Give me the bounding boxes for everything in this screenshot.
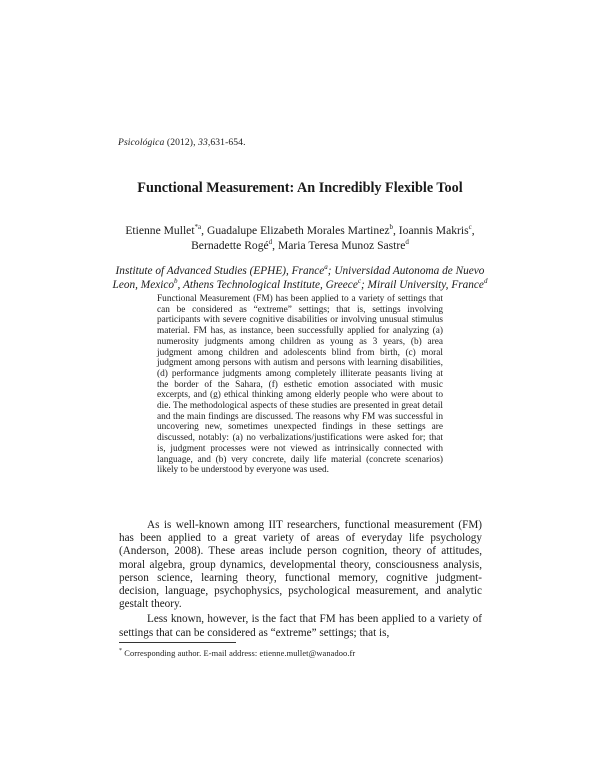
- affiliation-marker: d: [483, 277, 488, 286]
- author-list: Etienne Mullet$^{*a}$, Guadalupe Elizabeth Morales Martinez$^b$, Ioannis Makris$^c$, Bernadette Rogé$^d$, Maria Teresa Munoz Sastre$^d$: [125, 223, 475, 252]
- journal-name: Psicológica: [118, 137, 165, 148]
- affiliation-marker: c: [357, 277, 361, 286]
- footnote-text: Corresponding author. E-mail address: etienne.mullet@wanadoo.fr: [122, 648, 356, 658]
- body-text: [119, 519, 482, 640]
- footnote: [119, 648, 355, 658]
- author-affil-marker: *a: [194, 223, 202, 232]
- author-affil-marker: c: [468, 223, 472, 232]
- affiliation: ; Mirail University, France: [360, 279, 484, 291]
- author-affil-marker: b: [389, 223, 393, 232]
- affiliation-marker: a: [324, 263, 328, 272]
- author-name: Maria Teresa Munoz Sastre: [277, 239, 406, 252]
- footnote-marker: *: [119, 648, 123, 654]
- author-affil-marker: d: [405, 238, 409, 247]
- affiliations: [110, 264, 490, 292]
- author-name: Ioannis Makris: [398, 224, 469, 237]
- affiliation: Institute of Advanced Studies (EPHE), France: [115, 265, 325, 277]
- author-affil-marker: d: [268, 238, 273, 247]
- footnote-divider: [119, 642, 236, 643]
- body-paragraph: As is well-known among IIT researchers, functional measurement (FM) has been applied to a great variety of areas of everyday life psychology (Anderson, 2008). These areas include person cognition, theory of attitudes, moral algebra, group dynamics, developmental theory, consciousness analysis, person science, learning theory, functional memory, cognitive judgment-decision, language, psychophysics, psychological measurement, and analytic gestalt theory.: [119, 519, 482, 611]
- author-name: Bernadette Rogé: [191, 239, 269, 252]
- paper-title: Functional Measurement: An Incredibly Flexible Tool: [137, 180, 463, 196]
- affiliation: , Athens Technological Institute, Greece: [177, 279, 358, 291]
- author-name: Etienne Mullet: [125, 224, 195, 237]
- affiliation-marker: b: [174, 277, 178, 286]
- body-paragraph: Less known, however, is the fact that FM has been applied to a variety of settings that can be considered as “extreme” settings; that is,: [119, 613, 482, 639]
- journal-year: (2012),: [166, 137, 196, 148]
- journal-volume: 33: [198, 137, 208, 148]
- journal-reference: [118, 137, 246, 148]
- abstract: Functional Measurement (FM) has been applied to a variety of settings that can be considered as “extreme” settings; that is, settings involving participants with severe cognitive disabilities or involving unusual stimulus material. FM has, as instance, been successfully applied for analyzing (a) numerosity judgments among children as young as 3 years, (b) area judgment among children and adolescents blind from birth, (c) moral judgment among persons with autism and persons with learning disabilities, (d) performance judgments among completely illiterate peasants living at the border of the Sahara, (f) esthetic emotion associated with music excerpts, and (g) ethical thinking among elderly people who were about to die. The methodological aspects of these studies are presented in great detail and the main findings are discussed. The reasons why FM was successful in uncovering new, sometimes unexpected findings in these settings are discussed, notably: (a) no verbalizations/justifications were asked for; that is, judgment processes were not viewed as intrinsically connected with language, and (b) very concrete, daily life material (concrete scenarios) likely to be understood by everyone was used.: [157, 294, 443, 476]
- affiliation: ; Universidad Autonoma de Nuevo Leon, Mexico: [112, 265, 485, 291]
- journal-pages: ,631-654.: [207, 137, 246, 148]
- author-name: Guadalupe Elizabeth Morales Martinez: [206, 224, 390, 237]
